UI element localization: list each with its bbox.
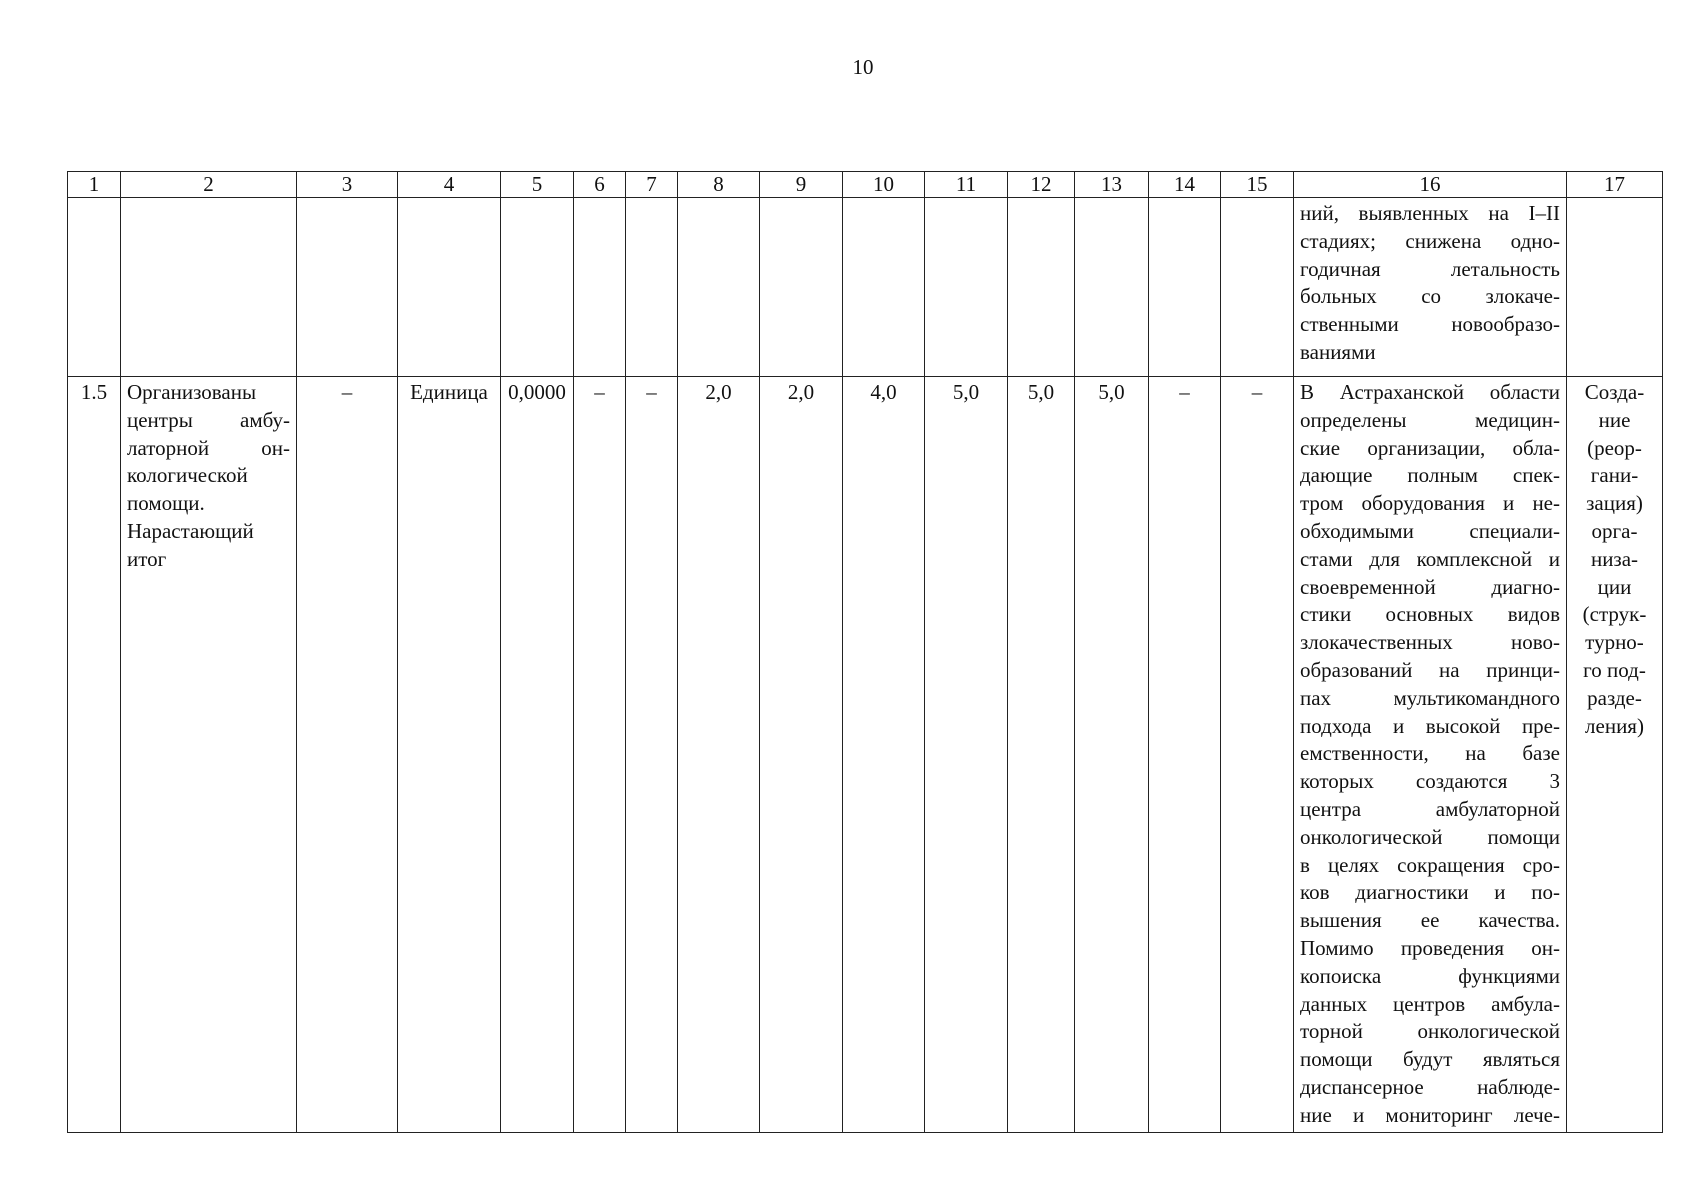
text-line: емственности, на базе (1300, 741, 1560, 766)
cell-empty (925, 198, 1008, 377)
cell-empty (1075, 198, 1149, 377)
text-line: торной онкологической (1300, 1019, 1560, 1044)
cell-col6: – (574, 377, 626, 1133)
indicator-name (121, 377, 297, 1133)
text-line: ний, выявленных на I–II (1300, 201, 1560, 225)
text-line: центры амбу- (127, 407, 290, 432)
cell-empty (121, 198, 297, 377)
text-line: которых создаются 3 (1300, 769, 1560, 794)
cell-col15: – (1221, 377, 1294, 1133)
table-row-continued (68, 198, 1663, 377)
cell-col13: 5,0 (1075, 377, 1149, 1133)
text-line: ские организации, обла- (1300, 435, 1560, 460)
text-line: Организованы (127, 380, 257, 404)
text-line: помощи. (127, 491, 205, 516)
unit-cell: Единица (398, 377, 501, 1133)
cell-col12: 5,0 (1008, 377, 1075, 1133)
text-line: тром оборудования и не- (1300, 491, 1560, 516)
text-line: ции (1597, 574, 1632, 599)
header-cell-13: 13 (1075, 172, 1149, 198)
text-line: В Астраханской области (1300, 380, 1560, 404)
text-line: центра амбулаторной (1300, 796, 1560, 821)
text-line: своевременной диагно- (1300, 574, 1560, 599)
activity-type (1567, 377, 1663, 1133)
text-line: гани- (1590, 463, 1639, 488)
cell-empty (1149, 198, 1221, 377)
text-line: ления) (1585, 713, 1644, 738)
text-line: вышения ее качества. (1300, 908, 1560, 933)
text-line: Нарастающий (127, 518, 254, 543)
text-line: разде- (1587, 685, 1642, 710)
header-cell-3: 3 (297, 172, 398, 198)
table-row-1-5 (68, 377, 1663, 1133)
text-line: стами для комплексной и (1300, 546, 1560, 571)
text-line: подхода и высокой пре- (1300, 713, 1560, 738)
text-line: больных со злокаче- (1300, 284, 1560, 309)
cell-col7: – (626, 377, 678, 1133)
cell-empty (501, 198, 574, 377)
header-cell-15: 15 (1221, 172, 1294, 198)
row-number: 1.5 (68, 377, 121, 1133)
text-line: онкологической помощи (1300, 824, 1560, 849)
header-cell-5: 5 (501, 172, 574, 198)
text-line: данных центров амбула- (1300, 991, 1560, 1016)
text-line: орга- (1591, 518, 1638, 543)
cell-empty (297, 198, 398, 377)
text-line: Созда- (1584, 380, 1645, 404)
header-cell-14: 14 (1149, 172, 1221, 198)
cell-empty (1567, 198, 1663, 377)
header-cell-9: 9 (760, 172, 843, 198)
header-cell-12: 12 (1008, 172, 1075, 198)
text-line: турно- (1585, 630, 1644, 655)
cell-empty (1008, 198, 1075, 377)
cell-col3: – (297, 377, 398, 1133)
text-line: определены медицин- (1300, 407, 1560, 432)
data-table (67, 171, 1663, 1133)
text-line: стадиях; снижена одно- (1300, 228, 1560, 253)
text-line: помощи будут являться (1300, 1047, 1560, 1072)
text-line: ние и мониторинг лече- (1300, 1102, 1560, 1127)
cell-empty (760, 198, 843, 377)
text-line: латорной он- (127, 435, 290, 460)
text-line: итог (127, 546, 167, 571)
text-line: образований на принци- (1300, 657, 1560, 682)
cell-empty (626, 198, 678, 377)
text-line: дающие полным спек- (1300, 463, 1560, 488)
cell-col11: 5,0 (925, 377, 1008, 1133)
text-line: годичная летальность (1300, 256, 1560, 281)
text-line: низа- (1590, 546, 1639, 571)
header-cell-2: 2 (121, 172, 297, 198)
text-line: (струк- (1582, 602, 1647, 627)
header-cell-11: 11 (925, 172, 1008, 198)
cell-col10: 4,0 (843, 377, 925, 1133)
cell-col8: 2,0 (678, 377, 760, 1133)
text-line: обходимыми специали- (1300, 518, 1560, 543)
cell-col9: 2,0 (760, 377, 843, 1133)
header-cell-10: 10 (843, 172, 925, 198)
header-cell-8: 8 (678, 172, 760, 198)
text-line: зация) (1586, 491, 1643, 516)
cell-col14: – (1149, 377, 1221, 1133)
text-line: кологической (127, 463, 248, 488)
base-value-cell: 0,0000 (501, 377, 574, 1133)
cell-empty (398, 198, 501, 377)
header-row (68, 172, 1663, 198)
cell-empty (68, 198, 121, 377)
header-cell-17: 17 (1567, 172, 1663, 198)
text-line: (реор- (1587, 435, 1642, 460)
cell-empty (574, 198, 626, 377)
result-description (1294, 377, 1567, 1133)
text-line: пах мультикомандного (1300, 685, 1560, 710)
cell-empty (1221, 198, 1294, 377)
text-line: го под- (1583, 657, 1646, 682)
text-line: в целях сокращения сро- (1300, 852, 1560, 877)
text-line: злокачественных ново- (1300, 630, 1560, 655)
text-line: ственными новообразо- (1300, 312, 1560, 337)
header-cell-4: 4 (398, 172, 501, 198)
cell-empty (678, 198, 760, 377)
header-cell-6: 6 (574, 172, 626, 198)
text-line: ваниями (1300, 339, 1376, 364)
header-cell-7: 7 (626, 172, 678, 198)
text-line: ние (1598, 407, 1631, 432)
text-line: стики основных видов (1300, 602, 1560, 627)
header-cell-16: 16 (1294, 172, 1567, 198)
text-line: диспансерное наблюде- (1300, 1074, 1560, 1099)
header-cell-1: 1 (68, 172, 121, 198)
cell-empty (843, 198, 925, 377)
page-number: 10 (852, 55, 874, 79)
text-line: копоиска функциями (1300, 963, 1560, 988)
text-line: ков диагностики и по- (1300, 880, 1560, 905)
text-line: Помимо проведения он- (1300, 935, 1560, 960)
continued-result-text (1294, 198, 1567, 377)
